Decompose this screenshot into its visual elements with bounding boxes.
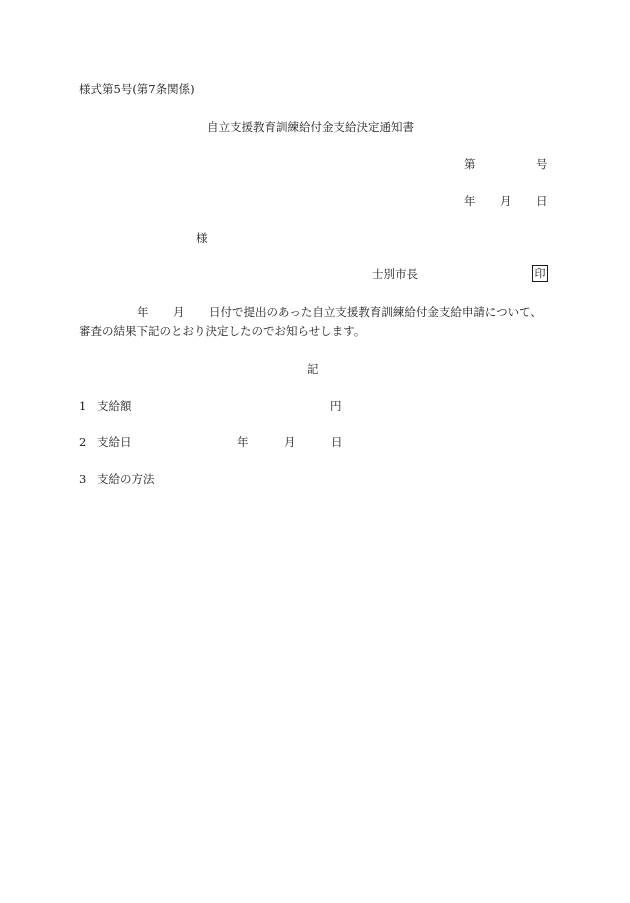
- document-title: 自立支援教育訓練給付金支給決定通知書: [207, 120, 414, 134]
- payment-date-day: 日: [331, 435, 343, 449]
- issuer-name: 士別市長: [372, 267, 418, 281]
- payment-date-month: 月: [284, 435, 296, 449]
- document-number-suffix: 号: [536, 157, 548, 171]
- item-number: 1: [79, 399, 87, 413]
- item-number: 3: [79, 472, 87, 486]
- form-number: 様式第5号(第7条関係): [79, 82, 195, 96]
- item-unit-yen: 円: [330, 399, 342, 413]
- seal-mark: 印: [532, 265, 548, 282]
- item-label-payment-method: 支給の方法: [97, 472, 155, 486]
- ki-heading: 記: [307, 362, 319, 376]
- addressee-honorific: 様: [196, 231, 208, 245]
- payment-date-year: 年: [237, 435, 249, 449]
- body-month: 月: [173, 305, 185, 319]
- issue-date-year: 年: [464, 194, 476, 208]
- item-number: 2: [79, 435, 87, 449]
- body-text-line1: 日付で提出のあった自立支援教育訓練給付金支給申請について、: [209, 305, 542, 319]
- item-label-amount: 支給額: [97, 399, 132, 413]
- document-number-prefix: 第: [464, 157, 476, 171]
- issue-date-day: 日: [536, 194, 548, 208]
- issue-date-month: 月: [500, 194, 512, 208]
- body-text-line2: 審査の結果下記のとおり決定したのでお知らせします。: [79, 324, 366, 338]
- body-year: 年: [137, 305, 149, 319]
- item-label-payment-date: 支給日: [97, 435, 132, 449]
